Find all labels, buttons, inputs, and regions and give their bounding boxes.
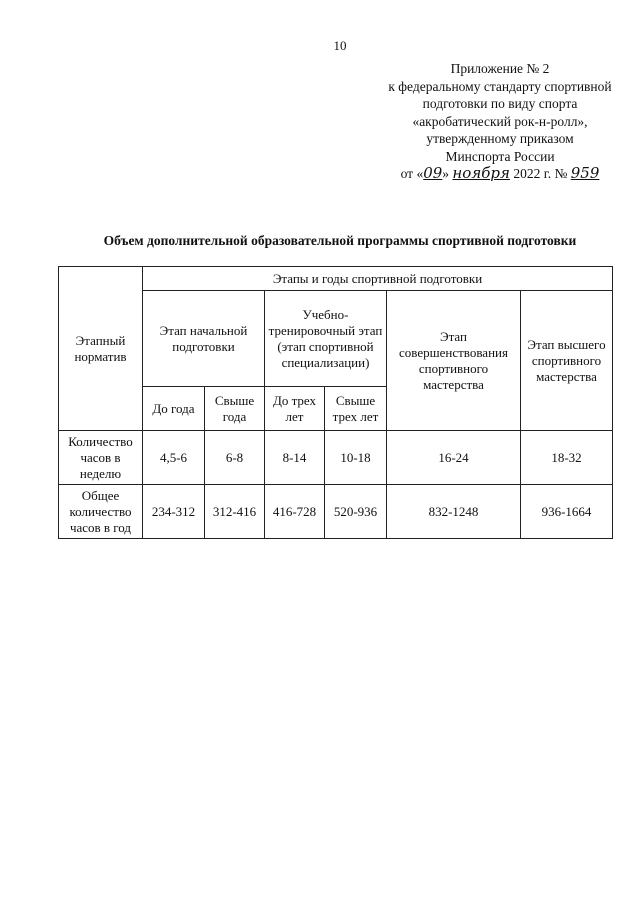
header-stage-higher: Этап высшего спортивного мастерства bbox=[521, 291, 613, 431]
header-stages: Этапы и годы спортивной подготовки bbox=[143, 267, 613, 291]
subheader-up-to-year: До года bbox=[143, 387, 205, 431]
appendix-title: Приложение № 2 bbox=[450, 61, 550, 76]
appendix-header bbox=[350, 60, 640, 183]
document-title: Объем дополнительной образовательной программы спортивной подготовки bbox=[103, 233, 577, 248]
order-month: ноября bbox=[452, 164, 510, 182]
table-cell: 234-312 bbox=[143, 485, 205, 539]
table-cell: 8-14 bbox=[265, 431, 325, 485]
appendix-line: к федеральному стандарту спортивной bbox=[388, 78, 612, 94]
appendix-line: утвержденному приказом bbox=[426, 131, 574, 146]
appendix-line: «акробатический рок-н-ролл», bbox=[412, 113, 588, 129]
table-cell: 16-24 bbox=[387, 431, 521, 485]
program-volume-table bbox=[58, 266, 613, 539]
table-cell: 312-416 bbox=[205, 485, 265, 539]
table-cell: 936-1664 bbox=[521, 485, 613, 539]
table-cell: 832-1248 bbox=[387, 485, 521, 539]
header-norm: Этапный норматив bbox=[59, 267, 143, 431]
subheader-over-three: Свыше трех лет bbox=[325, 387, 387, 431]
row-label: Количество часов в неделю bbox=[59, 431, 143, 485]
header-stage-training: Учебно-тренировочный этап (этап спортивной специализации) bbox=[265, 291, 387, 387]
table-cell: 10-18 bbox=[325, 431, 387, 485]
table-row bbox=[59, 431, 613, 485]
order-number: 959 bbox=[570, 164, 600, 182]
table-cell: 416-728 bbox=[265, 485, 325, 539]
appendix-line: Минспорта России bbox=[445, 148, 555, 164]
order-day: 09 bbox=[423, 164, 443, 182]
header-stage-improvement: Этап совершенствования спортивного мастерства bbox=[387, 291, 521, 431]
row-label: Общее количество часов в год bbox=[59, 485, 143, 539]
table-cell: 18-32 bbox=[521, 431, 613, 485]
subheader-over-year: Свыше года bbox=[205, 387, 265, 431]
appendix-line: подготовки по виду спорта bbox=[422, 96, 578, 111]
table-cell: 520-936 bbox=[325, 485, 387, 539]
subheader-up-to-three: До трех лет bbox=[265, 387, 325, 431]
header-stage-initial: Этап начальной подготовки bbox=[143, 291, 265, 387]
table-cell: 4,5-6 bbox=[143, 431, 205, 485]
table-row bbox=[59, 485, 613, 539]
page-number: 10 bbox=[333, 38, 347, 53]
order-date-line: от «09» ноября 2022 г. № 959 bbox=[400, 164, 600, 182]
table-cell: 6-8 bbox=[205, 431, 265, 485]
